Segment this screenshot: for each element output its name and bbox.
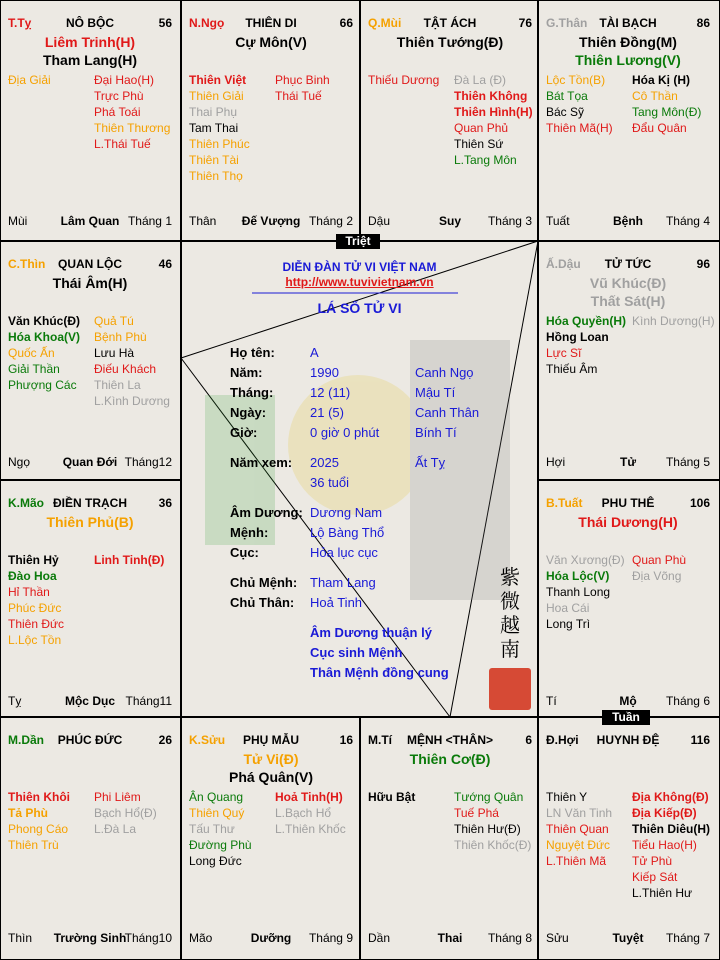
can-chi-label: Đ.Hợi (546, 733, 579, 747)
palace-name: NÔ BỘC (66, 16, 114, 30)
life-stage: Đế Vượng (241, 214, 301, 228)
left-star-column (189, 789, 252, 869)
minor-star: Thiên Hình(H) (454, 105, 533, 119)
branch-label: Ngọ (8, 455, 31, 469)
minor-star: Phục Binh (275, 73, 330, 87)
info-value-canchi: Bính Tí (415, 425, 457, 440)
palace-number: 76 (518, 16, 532, 30)
can-chi-label: N.Ngọ (189, 16, 225, 30)
minor-star: Thiếu Dương (368, 73, 440, 87)
info-value-canchi: Ất Tỵ (415, 455, 446, 470)
month-label: Tháng 8 (487, 931, 532, 945)
info-value: 21 (5) (310, 405, 344, 420)
branch-label: Tuất (546, 214, 570, 228)
minor-star: Phi Liêm (94, 790, 141, 804)
palace-footer (368, 931, 532, 947)
minor-star: Long Trì (546, 617, 591, 631)
minor-star: L.Bạch Hổ (275, 806, 332, 820)
minor-star: Cô Thần (632, 89, 678, 103)
palace-cell (183, 2, 359, 238)
life-stage: Mộc Dục (64, 694, 115, 708)
minor-star: Thai Phụ (189, 105, 238, 119)
minor-star: Phong Cáo (8, 822, 69, 836)
right-star-column (454, 789, 531, 853)
minor-star: Thiên Giải (189, 89, 244, 103)
branch-label: Mão (189, 931, 213, 945)
minor-star: Thiên Hỷ (8, 553, 59, 567)
palace-number: 6 (525, 733, 532, 747)
minor-star: Giải Thần (8, 362, 60, 376)
minor-star: Hỉ Thần (8, 585, 50, 599)
can-chi-label: M.Tí (368, 733, 392, 747)
can-chi-label: K.Mão (8, 496, 44, 510)
info-value: Tham Lang (310, 575, 376, 590)
minor-star: Thiếu Âm (546, 362, 598, 376)
left-star-column (546, 313, 626, 377)
minor-star: L.Thiên Hư (632, 886, 693, 900)
palace-number: 26 (158, 733, 172, 747)
info-value: 12 (11) (310, 385, 351, 400)
can-chi-label: Q.Mùi (368, 16, 402, 30)
month-label: Tháng10 (124, 931, 172, 945)
minor-star: Trực Phù (94, 89, 144, 103)
info-value: 2025 (310, 455, 339, 470)
minor-star: Quả Tú (94, 314, 134, 328)
minor-star: Điếu Khách (94, 362, 157, 376)
right-star-column (454, 72, 533, 168)
left-star-column (368, 789, 415, 805)
minor-star: Tướng Quân (454, 790, 524, 804)
palace-name: TẬT ÁCH (423, 16, 477, 30)
minor-star: L.Lộc Tồn (8, 633, 62, 647)
life-stage: Tuyệt (612, 931, 644, 945)
minor-star: Bệnh Phù (94, 330, 147, 344)
red-seal-stamp (489, 668, 531, 710)
minor-star: Bác Sỹ (546, 105, 585, 119)
life-stage: Quan Đới (62, 455, 118, 469)
major-star: Thái Âm(H) (52, 275, 128, 291)
info-label: Năm xem: (230, 455, 293, 470)
right-star-column (632, 72, 701, 136)
palace-cell (183, 719, 359, 955)
minor-star: Thanh Long (546, 585, 611, 599)
minor-star: L.Thiên Khốc (275, 822, 346, 836)
palace-header (368, 16, 532, 32)
minor-star: Tấu Thư (189, 822, 235, 836)
minor-star: Văn Xương(Đ) (546, 553, 625, 567)
minor-star: Thiên La (94, 378, 141, 392)
can-chi-label: K.Sửu (189, 733, 226, 747)
can-chi-label: T.Tỵ (8, 16, 32, 30)
minor-star: Thiên Hư(Đ) (454, 822, 521, 836)
minor-star: Ân Quang (189, 790, 244, 804)
minor-star: L.Tang Môn (454, 153, 517, 167)
minor-star: L.Thái Tuế (94, 137, 151, 151)
palace-cell (362, 719, 538, 955)
minor-star: Thiên Việt (189, 73, 247, 87)
chart-title: LÁ SỐ TỬ VI (317, 300, 402, 316)
minor-star: Thiên Y (546, 790, 588, 804)
right-star-column (275, 72, 330, 104)
minor-star: Quốc Ấn (8, 346, 55, 360)
tuan-badge: Tuần (602, 710, 650, 725)
minor-star: Thiên Khôi (8, 790, 70, 804)
can-chi-label: C.Thìn (8, 257, 46, 271)
palace-number: 36 (158, 496, 172, 510)
can-chi-label: Ấ.Dậu (546, 257, 581, 271)
left-star-column (8, 552, 64, 648)
palace-cell (540, 482, 716, 718)
palace-name: QUAN LỘC (58, 257, 122, 271)
major-star: Thái Dương(H) (578, 514, 678, 530)
palace-cell (2, 2, 178, 238)
palace-header (546, 16, 710, 32)
minor-star: Nguyệt Đức (546, 838, 611, 852)
right-star-column (94, 72, 170, 152)
minor-star: L.Kình Dương (94, 394, 170, 408)
minor-star: Quan Phù (632, 553, 687, 567)
major-star: Thiên Phủ(B) (46, 514, 134, 530)
minor-star: Linh Tinh(Đ) (94, 553, 165, 567)
info-label: Năm: (230, 365, 263, 380)
palace-number: 66 (339, 16, 353, 30)
site-name: DIỄN ĐÀN TỬ VI VIỆT NAM (282, 260, 437, 274)
minor-star: Kiếp Sát (632, 870, 678, 884)
minor-star: Đào Hoa (8, 569, 57, 583)
minor-star: Địa Kiếp(Đ) (632, 806, 697, 820)
palace-header (368, 733, 532, 749)
branch-label: Thìn (8, 931, 33, 945)
life-stage: Tử (619, 455, 637, 469)
minor-star: Thiên Không (454, 89, 528, 103)
palace-cell (362, 2, 538, 238)
cjk-char: 紫 (500, 565, 520, 589)
left-star-column (8, 789, 70, 853)
minor-star: Thiên Quan (546, 822, 609, 836)
minor-star: Đại Hao(H) (94, 73, 155, 87)
life-stage: Trường Sinh (53, 931, 127, 945)
info-label: Tháng: (230, 385, 274, 400)
branch-label: Dậu (368, 214, 391, 228)
minor-star: Kình Dương(H) (632, 314, 715, 328)
minor-star: Hoa Cái (546, 601, 590, 615)
major-star: Thất Sát(H) (590, 293, 666, 309)
minor-star: Thiên Mã(H) (546, 121, 613, 135)
minor-star: Tiểu Hao(H) (632, 838, 697, 852)
minor-star: Tả Phù (8, 806, 49, 820)
palace-header (8, 496, 172, 512)
palace-cell (540, 2, 716, 238)
minor-star: Hóa Khoa(V) (8, 330, 80, 344)
month-label: Tháng 1 (127, 214, 172, 228)
palace-name: MỆNH <THÂN> (406, 733, 493, 747)
life-stage: Suy (438, 214, 461, 228)
month-label: Tháng 3 (487, 214, 532, 228)
minor-star: Địa Không(Đ) (632, 790, 709, 804)
minor-star: Thiên Diêu(H) (632, 822, 710, 836)
palace-footer (8, 214, 172, 230)
palace-footer (189, 931, 353, 947)
minor-star: Đường Phù (189, 838, 252, 852)
info-value: 0 giờ 0 phút (310, 425, 380, 440)
palace-header (8, 257, 172, 273)
branch-label: Thân (189, 214, 217, 228)
info-value-canchi: Mậu Tí (415, 385, 456, 400)
minor-star: Thiên Quý (189, 806, 245, 820)
major-star: Tham Lang(H) (42, 52, 138, 68)
palace-name: HUYNH ĐỆ (596, 733, 660, 747)
palace-number: 56 (158, 16, 172, 30)
palace-footer (546, 931, 710, 947)
info-label: Mệnh: (230, 525, 269, 540)
cjk-char: 南 (500, 637, 520, 661)
right-star-column (94, 789, 157, 837)
left-star-column (8, 72, 51, 88)
minor-star: Địa Giải (8, 73, 51, 87)
minor-star: L.Đà La (94, 822, 137, 836)
right-star-column (94, 552, 164, 568)
minor-star: Hóa Lộc(V) (546, 569, 610, 583)
note-line: Thân Mệnh đồng cung (310, 665, 449, 680)
palace-header (8, 733, 172, 749)
major-star: Thiên Lương(V) (575, 52, 681, 68)
palace-footer (546, 455, 710, 471)
site-url[interactable]: http://www.tuvivietnam.vn (285, 275, 434, 289)
palace-header (546, 496, 710, 512)
minor-star: LN Văn Tinh (546, 806, 613, 820)
life-stage: Dưỡng (250, 931, 292, 945)
palace-number: 46 (158, 257, 172, 271)
info-label: Họ tên: (230, 345, 275, 360)
palace-name: PHỤ MẪU (243, 733, 299, 747)
right-star-column (632, 313, 715, 329)
palace-footer (546, 694, 710, 710)
left-star-column (546, 789, 612, 869)
info-label: Cục: (230, 545, 259, 560)
cjk-char: 微 (500, 589, 520, 613)
life-stage: Mộ (619, 694, 637, 708)
center-panel (181, 242, 538, 717)
month-label: Tháng 6 (665, 694, 710, 708)
palace-footer (8, 694, 172, 710)
info-value: A (310, 345, 319, 360)
month-label: Tháng 4 (665, 214, 710, 228)
palace-cell (2, 482, 178, 718)
palace-number: 16 (339, 733, 353, 747)
minor-star: Thiên Khốc(Đ) (454, 838, 532, 852)
branch-label: Tỵ (8, 694, 22, 708)
branch-label: Hợi (546, 455, 566, 469)
palace-header (8, 16, 172, 32)
palace-footer (189, 214, 353, 230)
left-star-column (368, 72, 439, 88)
minor-star: Hoả Tinh(H) (275, 790, 343, 804)
info-value-canchi: Canh Ngọ (415, 365, 474, 380)
palace-name: PHU THÊ (601, 496, 655, 510)
minor-star: Hữu Bật (368, 790, 416, 804)
minor-star: Tam Thai (189, 121, 239, 135)
palace-name: TÀI BẠCH (599, 16, 657, 30)
palace-number: 86 (696, 16, 710, 30)
minor-star: Quan Phủ (454, 121, 509, 135)
palace-cell (2, 719, 178, 955)
minor-star: Bạch Hổ(Đ) (94, 806, 157, 820)
month-label: Tháng 5 (665, 455, 710, 469)
life-stage: Lâm Quan (60, 214, 120, 228)
minor-star: Thiên Thương (94, 121, 171, 135)
info-value: Lộ Bàng Thổ (310, 525, 385, 540)
month-label: Tháng 2 (308, 214, 353, 228)
palace-footer (8, 455, 172, 471)
month-label: Tháng 9 (308, 931, 353, 945)
minor-star: Lực Sĩ (546, 346, 582, 360)
major-star: Liêm Trinh(H) (44, 34, 136, 50)
palace-footer (546, 214, 710, 230)
right-star-column (632, 552, 686, 584)
minor-star: Phá Toái (94, 105, 141, 119)
major-star: Cự Môn(V) (235, 34, 307, 50)
branch-label: Tí (546, 694, 557, 708)
minor-star: Long Đức (189, 854, 242, 868)
minor-star: Phượng Các (8, 378, 77, 392)
left-star-column (546, 552, 625, 632)
palace-cell (2, 243, 178, 479)
minor-star: Lộc Tồn(B) (546, 73, 606, 87)
life-stage: Bệnh (613, 214, 643, 228)
major-star: Vũ Khúc(Đ) (589, 275, 667, 291)
cjk-char: 越 (500, 613, 520, 637)
minor-star: Hồng Loan (546, 330, 609, 344)
branch-label: Sửu (546, 931, 569, 945)
can-chi-label: M.Dần (8, 733, 44, 747)
right-star-column (632, 789, 710, 901)
palace-footer (368, 214, 532, 230)
note-line: Âm Dương thuận lý (310, 625, 432, 640)
minor-star: Văn Khúc(Đ) (8, 314, 80, 328)
minor-star: Thiên Trù (8, 838, 59, 852)
minor-star: Đẩu Quân (632, 121, 687, 135)
info-label: Ngày: (230, 405, 267, 420)
info-value-canchi: Canh Thân (415, 405, 480, 420)
vertical-cjk-text (500, 565, 520, 661)
palace-cell (540, 719, 716, 955)
branch-label: Dần (368, 931, 391, 945)
minor-star: Thiên Phúc (189, 137, 250, 151)
palace-name: ĐIỀN TRẠCH (53, 496, 127, 510)
minor-star: Tử Phù (632, 854, 673, 868)
palace-number: 116 (690, 733, 710, 747)
info-label: Âm Dương: (230, 505, 303, 520)
right-star-column (275, 789, 346, 837)
minor-star: Thiên Sứ (454, 137, 504, 151)
palace-number: 106 (689, 496, 710, 510)
life-stage: Thai (437, 931, 463, 945)
left-star-column (8, 313, 80, 393)
branch-label: Mùi (8, 214, 28, 228)
palace-header (546, 733, 710, 749)
minor-star: Địa Võng (632, 569, 682, 583)
minor-star: L.Thiên Mã (546, 854, 607, 868)
minor-star: Thái Tuế (275, 89, 322, 103)
minor-star: Thiên Tài (189, 153, 239, 167)
minor-star: Lưu Hà (94, 346, 135, 360)
major-star: Tử Vi(Đ) (243, 751, 299, 767)
left-star-column (189, 72, 250, 184)
palace-header (189, 16, 353, 32)
major-star: Thiên Tướng(Đ) (396, 34, 504, 50)
palace-header (189, 733, 353, 749)
month-label: Tháng 7 (665, 931, 710, 945)
palace-header (546, 257, 710, 273)
minor-star: Thiên Thọ (189, 169, 243, 183)
major-star: Thiên Cơ(Đ) (409, 751, 491, 767)
month-label: Tháng11 (125, 694, 172, 708)
right-star-column (94, 313, 170, 409)
major-star: Thiên Đồng(M) (579, 34, 677, 50)
minor-star: Hóa Quyền(H) (546, 314, 627, 328)
triet-badge: Triệt (336, 234, 380, 249)
minor-star: Thiên Đức (8, 617, 65, 631)
minor-star: Phúc Đức (8, 601, 62, 615)
major-star: Phá Quân(V) (228, 769, 313, 785)
info-label: Chủ Thân: (230, 595, 295, 610)
can-chi-label: B.Tuất (546, 496, 583, 510)
palace-name: TỬ TỨC (604, 257, 652, 271)
info-label: Chủ Mệnh: (230, 575, 298, 590)
info-age: 36 tuổi (310, 475, 350, 490)
left-star-column (546, 72, 613, 136)
palace-name: THIÊN DI (245, 16, 297, 30)
month-label: Tháng12 (124, 455, 172, 469)
palace-cell (540, 243, 716, 479)
info-label: Giờ: (230, 425, 258, 440)
palace-name: PHÚC ĐỨC (57, 733, 123, 747)
note-line: Cục sinh Mệnh (310, 645, 403, 660)
minor-star: Hóa Kị (H) (632, 73, 690, 87)
info-value: Hoả Tinh (310, 595, 363, 610)
minor-star: Bát Tọa (546, 89, 588, 103)
palace-footer (8, 931, 172, 947)
info-value: Dương Nam (310, 505, 383, 520)
minor-star: Đà La (Đ) (454, 73, 507, 87)
can-chi-label: G.Thân (546, 16, 588, 30)
minor-star: Tuế Phá (454, 806, 499, 820)
info-value: Hỏa lục cục (310, 545, 378, 560)
minor-star: Tang Môn(Đ) (632, 105, 702, 119)
info-value: 1990 (310, 365, 339, 380)
palace-number: 96 (696, 257, 710, 271)
